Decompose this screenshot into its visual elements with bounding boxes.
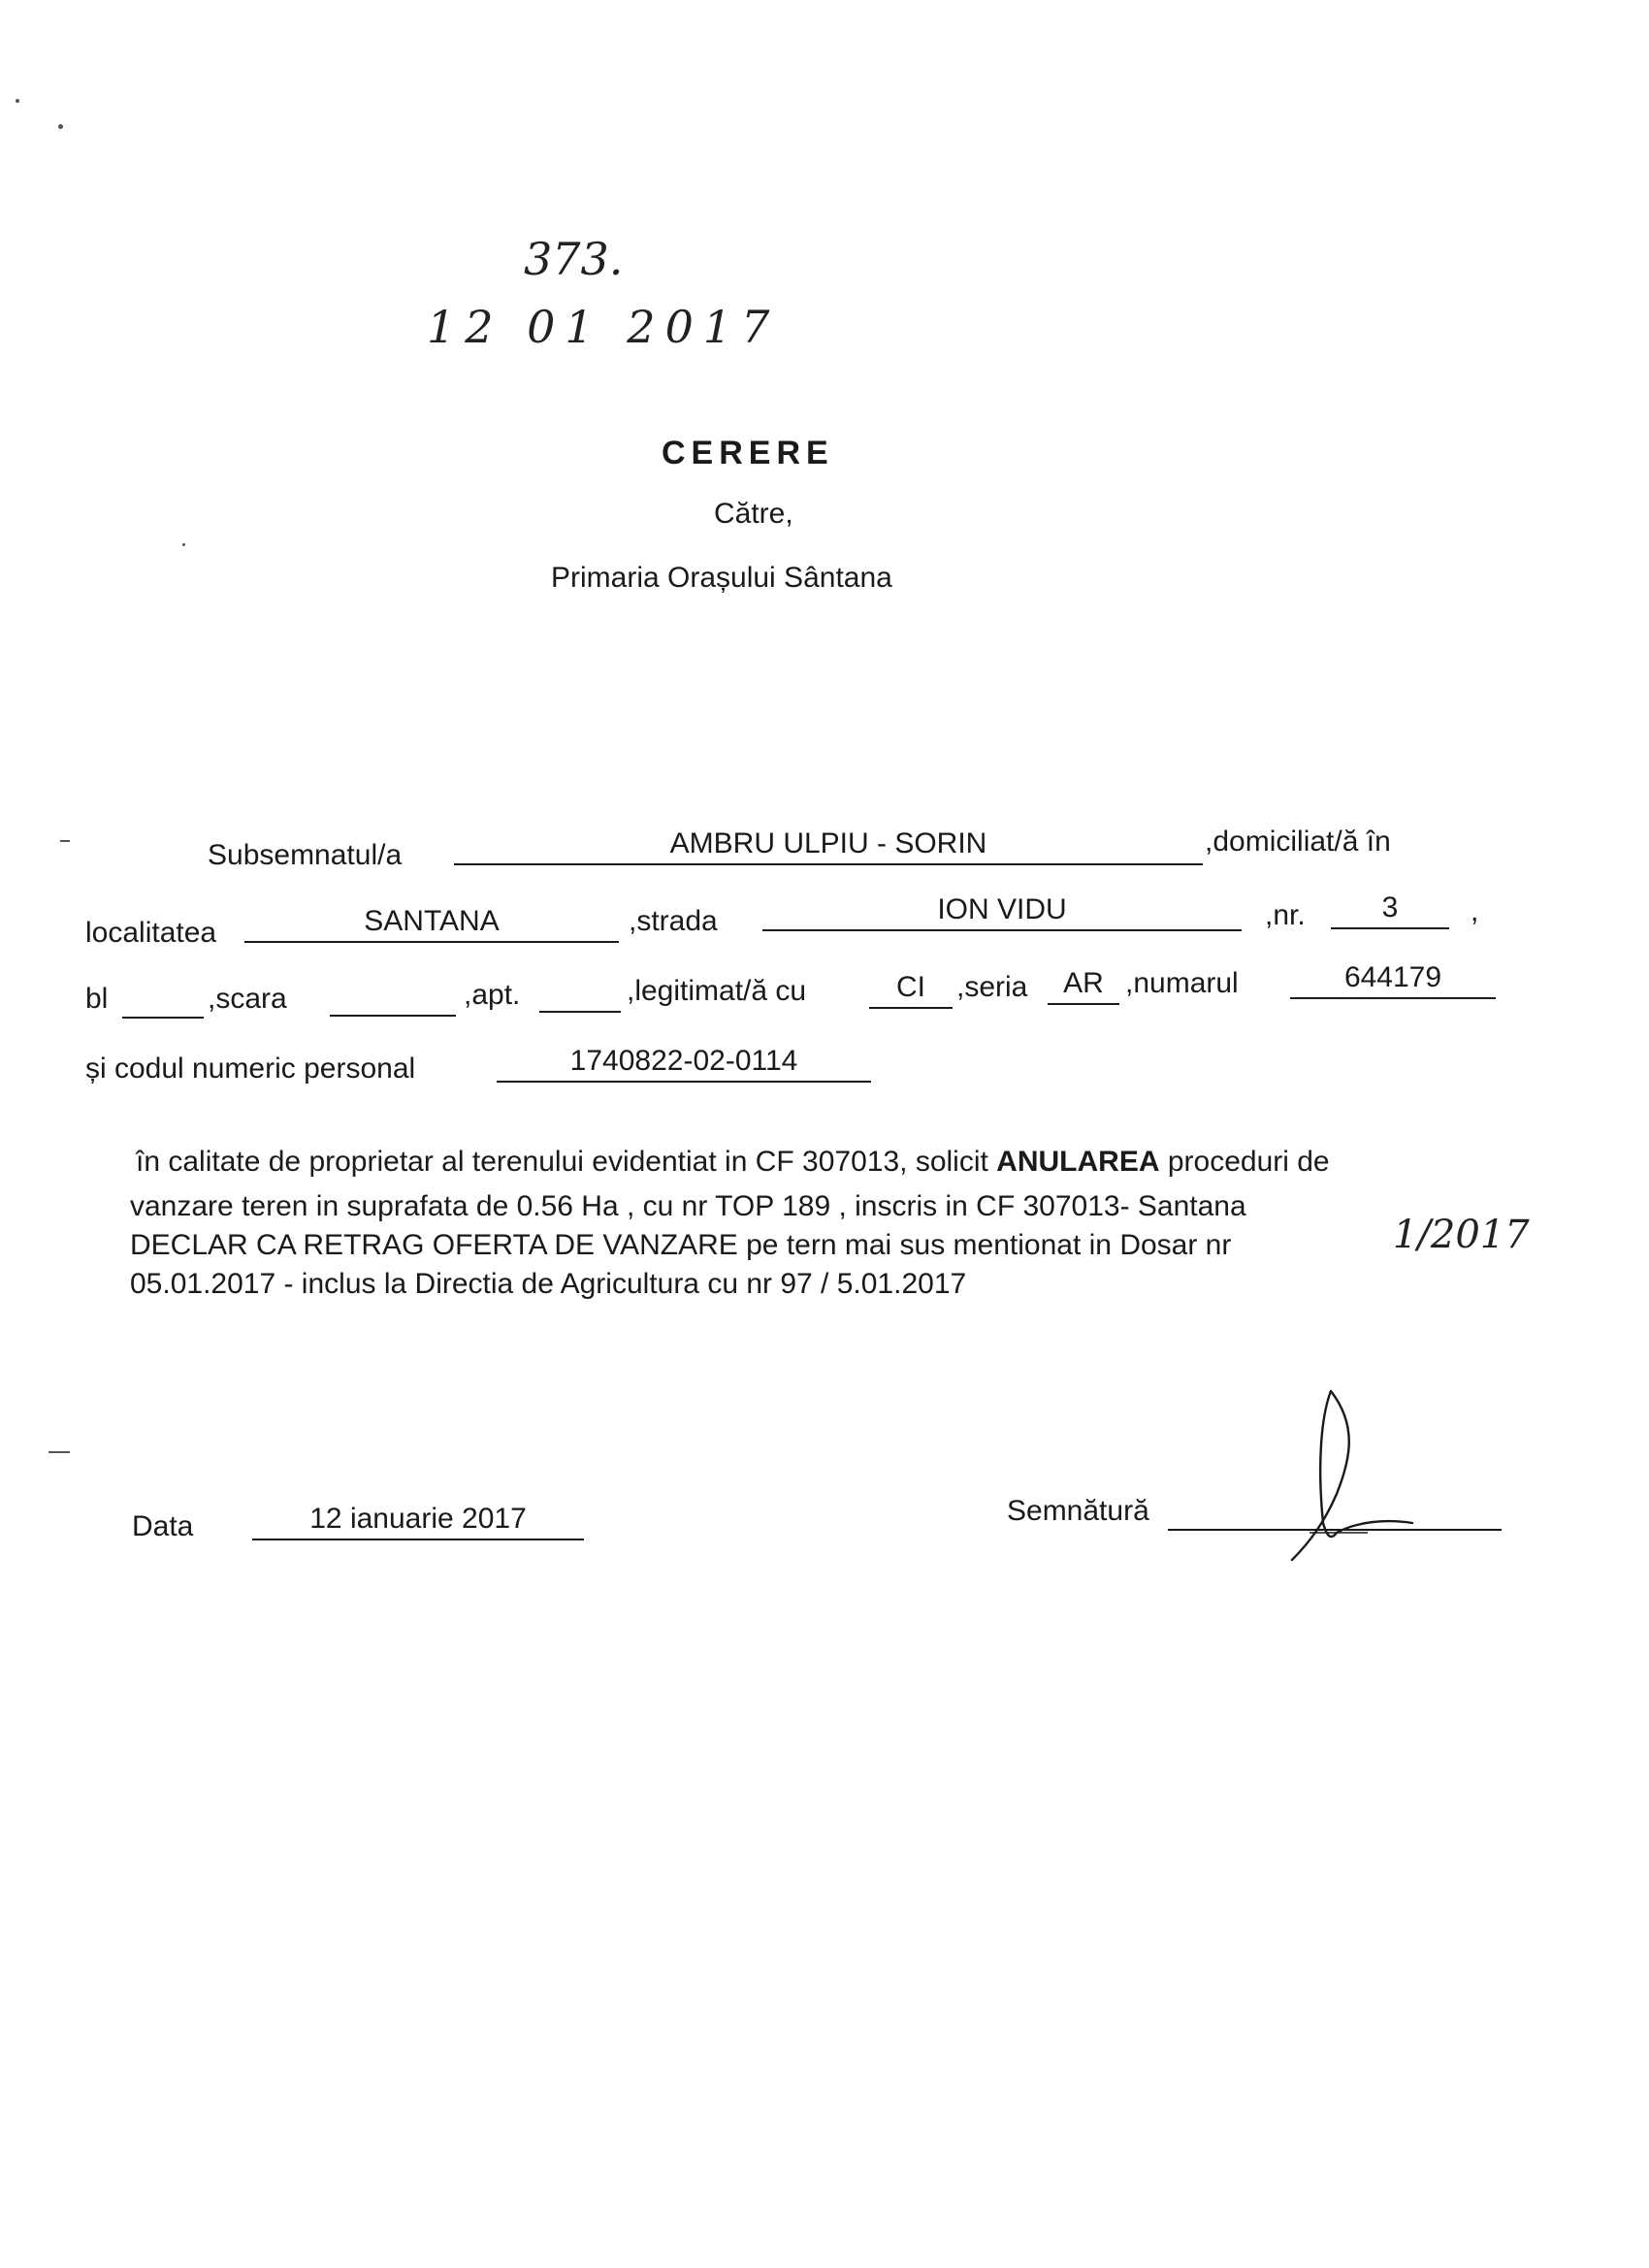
- body-line-1-bold: ANULAREA: [996, 1146, 1160, 1178]
- scan-speck: [16, 99, 19, 103]
- localitatea-field: SANTANA: [244, 904, 619, 943]
- legitimat-field: CI: [869, 970, 953, 1009]
- data-label: Data: [132, 1510, 194, 1542]
- semnatura-label: Semnătură: [1007, 1495, 1149, 1527]
- localitatea-label: localitatea: [85, 917, 217, 949]
- seria-field: AR: [1048, 966, 1119, 1005]
- seria-label: ,seria: [956, 971, 1028, 1003]
- scan-speck: [48, 1451, 70, 1453]
- domiciliat-label: ,domiciliat/ă în: [1205, 826, 1391, 858]
- scan-speck: [182, 543, 185, 546]
- name-field: AMBRU ULPIU - SORIN: [454, 826, 1203, 865]
- dosar-number-handwritten: 1/2017: [1393, 1213, 1530, 1257]
- addressee-institution: Primaria Orașului Sântana: [551, 562, 892, 594]
- apt-label: ,apt.: [464, 979, 521, 1011]
- body-line-1: [136, 1145, 1330, 1180]
- bl-label: bl: [85, 983, 109, 1015]
- numarul-label: ,numarul: [1125, 967, 1239, 999]
- cnp-field: 1740822-02-0114: [497, 1044, 871, 1083]
- subsemnatul-label: Subsemnatul/a: [208, 839, 403, 871]
- nr-field: 3: [1331, 891, 1449, 929]
- legitimat-label: ,legitimat/ă cu: [627, 975, 807, 1007]
- registration-number: 373.: [524, 233, 624, 285]
- body-line-2: vanzare teren in suprafata de 0.56 Ha , cu nr TOP 189 , inscris in CF 307013- Santana: [130, 1190, 1246, 1222]
- scara-label: ,scara: [208, 983, 287, 1015]
- document-title: CERERE: [662, 435, 834, 471]
- addressee-to: Către,: [714, 498, 793, 530]
- nr-label: ,nr.: [1265, 899, 1306, 931]
- strada-field: ION VIDU: [762, 892, 1242, 931]
- body-line-1-end: proceduri de: [1159, 1146, 1330, 1178]
- apt-field: [539, 974, 621, 1013]
- body-line-1-start: în calitate de proprietar al terenului evidentiat in CF 307013, solicit: [136, 1146, 997, 1178]
- scara-field: [330, 978, 456, 1017]
- nr-suffix: ,: [1471, 895, 1479, 927]
- scan-speck: [58, 124, 63, 129]
- strada-label: ,strada: [629, 905, 718, 937]
- bl-field: [122, 980, 204, 1019]
- body-line-4: 05.01.2017 - inclus la Directia de Agricultura cu nr 97 / 5.01.2017: [130, 1268, 967, 1300]
- registration-date: 12 01 2017: [427, 301, 780, 353]
- numarul-field: 644179: [1290, 960, 1496, 999]
- data-field: 12 ianuarie 2017: [252, 1502, 584, 1540]
- scan-speck: [60, 840, 70, 842]
- body-line-3: DECLAR CA RETRAG OFERTA DE VANZARE pe tern mai sus mentionat in Dosar nr: [130, 1229, 1232, 1261]
- signature-image: [1222, 1377, 1513, 1571]
- cnp-label: și codul numeric personal: [85, 1053, 416, 1085]
